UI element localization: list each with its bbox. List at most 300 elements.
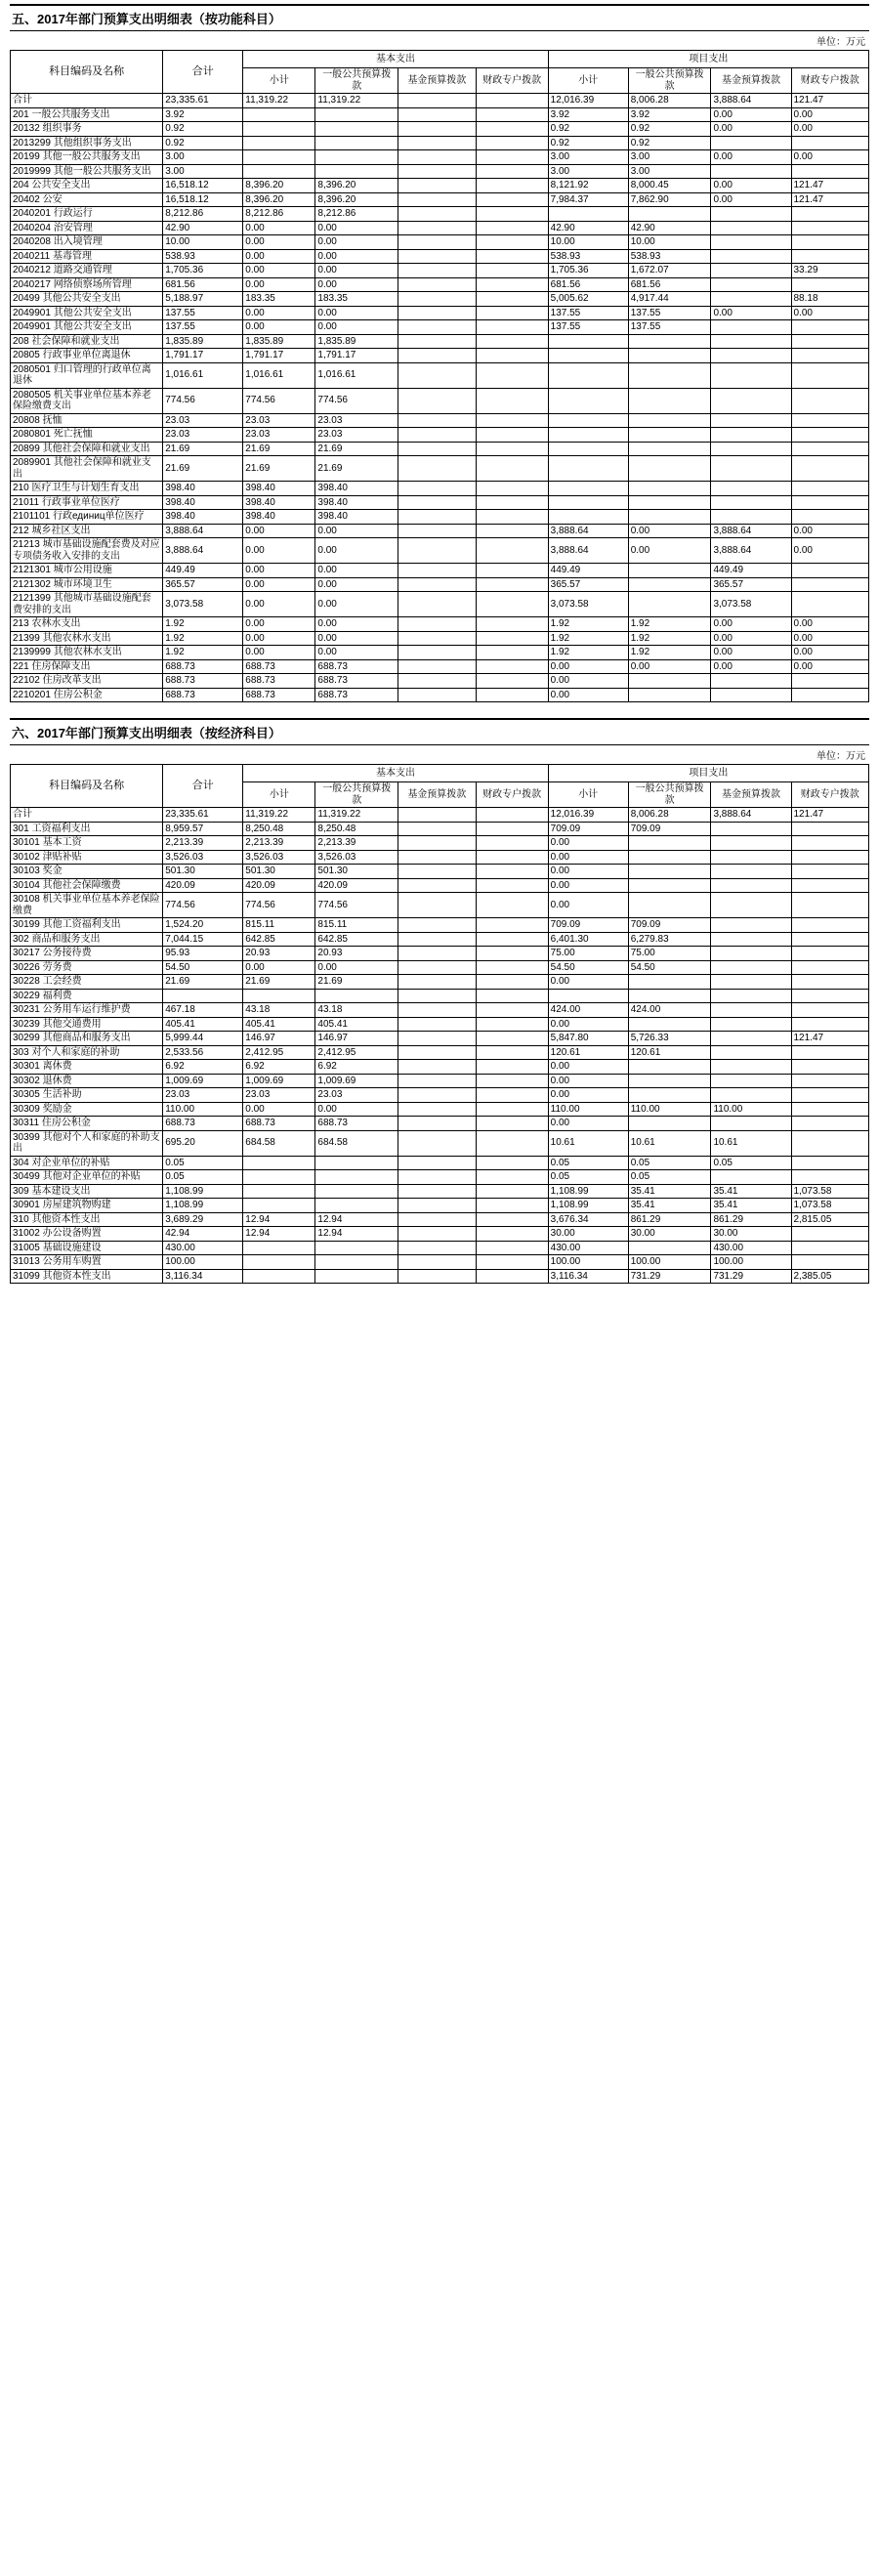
row-subject-name: 210 医疗卫生与计划生育支出 xyxy=(11,482,163,496)
row-subject-name: 31099 其他资本性支出 xyxy=(11,1269,163,1284)
row-value: 0.00 xyxy=(315,235,398,250)
row-value: 1.92 xyxy=(628,617,711,632)
row-value: 23.03 xyxy=(243,1088,315,1103)
row-subject-name: 20402 公安 xyxy=(11,192,163,207)
table-row xyxy=(11,413,869,428)
row-value: 21.69 xyxy=(163,442,243,456)
table-row xyxy=(11,932,869,947)
row-subject-name: 2080505 机关事业单位基本养老保险缴费支出 xyxy=(11,388,163,413)
row-value xyxy=(398,164,476,179)
row-value xyxy=(476,320,548,335)
row-value: 10.00 xyxy=(628,235,711,250)
row-value: 0.00 xyxy=(315,538,398,564)
row-value xyxy=(628,674,711,689)
row-value xyxy=(476,659,548,674)
row-value: 0.00 xyxy=(791,631,869,646)
col-basic-fiscal-account: 财政专户拨款 xyxy=(476,68,548,94)
table-row xyxy=(11,306,869,320)
row-value: 21.69 xyxy=(243,442,315,456)
row-value xyxy=(398,122,476,137)
col-subject-code-name: 科目编码及名称 xyxy=(11,51,163,94)
row-value: 0.00 xyxy=(243,960,315,975)
row-value xyxy=(476,192,548,207)
row-value: 2,213.39 xyxy=(163,836,243,851)
row-value xyxy=(476,674,548,689)
row-value xyxy=(315,1199,398,1213)
row-value: 0.00 xyxy=(243,1102,315,1117)
row-value xyxy=(243,1170,315,1185)
row-value: 3,073.58 xyxy=(548,592,628,617)
row-value: 3,689.29 xyxy=(163,1212,243,1227)
row-value xyxy=(398,249,476,264)
row-value xyxy=(628,1088,711,1103)
table-row xyxy=(11,1255,869,1270)
row-value: 424.00 xyxy=(548,1003,628,1018)
row-value xyxy=(548,495,628,510)
row-value: 8,396.20 xyxy=(243,192,315,207)
row-value xyxy=(628,510,711,525)
row-value: 183.35 xyxy=(243,292,315,307)
row-value xyxy=(711,334,791,349)
table-row xyxy=(11,1156,869,1170)
col2-project-general-public: 一般公共预算拨款 xyxy=(628,782,711,808)
row-value: 774.56 xyxy=(243,388,315,413)
row-value xyxy=(398,292,476,307)
row-value: 0.92 xyxy=(628,136,711,150)
row-value: 0.00 xyxy=(791,150,869,165)
row-value: 0.00 xyxy=(243,320,315,335)
row-value: 54.50 xyxy=(548,960,628,975)
row-value: 405.41 xyxy=(163,1017,243,1032)
row-value xyxy=(398,674,476,689)
row-value xyxy=(711,975,791,990)
table-row xyxy=(11,150,869,165)
row-value: 3.00 xyxy=(548,164,628,179)
row-value xyxy=(711,1045,791,1060)
row-value xyxy=(791,1102,869,1117)
row-value xyxy=(711,688,791,702)
row-subject-name: 30228 工会经费 xyxy=(11,975,163,990)
row-value xyxy=(711,989,791,1003)
row-value xyxy=(315,1269,398,1284)
row-value: 75.00 xyxy=(548,947,628,961)
row-value: 3,888.64 xyxy=(711,538,791,564)
row-value: 688.73 xyxy=(243,688,315,702)
row-value xyxy=(711,442,791,456)
row-value xyxy=(243,1199,315,1213)
row-value: 2,815.05 xyxy=(791,1212,869,1227)
row-value xyxy=(791,249,869,264)
row-value xyxy=(398,510,476,525)
row-value: 1,009.69 xyxy=(243,1074,315,1088)
row-value: 137.55 xyxy=(163,306,243,320)
row-value xyxy=(711,482,791,496)
row-value xyxy=(711,1074,791,1088)
row-value: 3,073.58 xyxy=(163,592,243,617)
table-row xyxy=(11,264,869,278)
row-value xyxy=(628,1017,711,1032)
row-value: 0.00 xyxy=(711,107,791,122)
row-value xyxy=(476,362,548,388)
row-value: 4,917.44 xyxy=(628,292,711,307)
row-value xyxy=(243,1255,315,1270)
row-value xyxy=(791,1088,869,1103)
row-value xyxy=(476,1156,548,1170)
row-value xyxy=(476,221,548,235)
row-value xyxy=(398,1102,476,1117)
row-value: 21.69 xyxy=(315,442,398,456)
row-value: 21.69 xyxy=(315,456,398,482)
row-value: 398.40 xyxy=(163,510,243,525)
row-value: 54.50 xyxy=(163,960,243,975)
row-value: 8,006.28 xyxy=(628,94,711,108)
row-value: 3.00 xyxy=(628,150,711,165)
row-value xyxy=(398,878,476,893)
row-value xyxy=(791,1156,869,1170)
table-row xyxy=(11,1241,869,1255)
row-value: 1,705.36 xyxy=(548,264,628,278)
row-value xyxy=(791,207,869,222)
table-row xyxy=(11,1170,869,1185)
row-value: 538.93 xyxy=(548,249,628,264)
row-value xyxy=(711,456,791,482)
row-value: 0.05 xyxy=(548,1156,628,1170)
row-value xyxy=(628,456,711,482)
row-value xyxy=(398,442,476,456)
row-value: 398.40 xyxy=(315,482,398,496)
row-value xyxy=(791,975,869,990)
row-value: 3.92 xyxy=(548,107,628,122)
row-value xyxy=(628,865,711,879)
table-row xyxy=(11,850,869,865)
row-value xyxy=(476,510,548,525)
row-value xyxy=(315,136,398,150)
row-value: 11,319.22 xyxy=(243,94,315,108)
row-value xyxy=(398,538,476,564)
table-row xyxy=(11,179,869,193)
row-value xyxy=(398,918,476,933)
row-value xyxy=(628,334,711,349)
row-value xyxy=(791,577,869,592)
row-value xyxy=(711,1060,791,1075)
row-value xyxy=(476,277,548,292)
row-value: 815.11 xyxy=(315,918,398,933)
row-value: 684.58 xyxy=(243,1130,315,1156)
row-value: 12.94 xyxy=(243,1227,315,1242)
row-value: 3,888.64 xyxy=(163,538,243,564)
table-row xyxy=(11,631,869,646)
row-value xyxy=(398,192,476,207)
row-value: 23.03 xyxy=(243,428,315,443)
row-value: 0.00 xyxy=(791,659,869,674)
row-value xyxy=(476,564,548,578)
row-value xyxy=(791,893,869,918)
row-subject-name: 301 工资福利支出 xyxy=(11,822,163,836)
row-value xyxy=(476,107,548,122)
row-value xyxy=(398,617,476,632)
table-row xyxy=(11,617,869,632)
table-row xyxy=(11,808,869,823)
table-row xyxy=(11,1003,869,1018)
row-value xyxy=(711,960,791,975)
row-value: 11,319.22 xyxy=(243,808,315,823)
row-subject-name: 20499 其他公共安全支出 xyxy=(11,292,163,307)
col2-basic-fund: 基金预算拨款 xyxy=(398,782,476,808)
row-subject-name: 30104 其他社会保障缴费 xyxy=(11,878,163,893)
col2-project-expenditure: 项目支出 xyxy=(548,765,868,782)
row-value: 3,888.64 xyxy=(163,524,243,538)
row-value: 0.00 xyxy=(243,264,315,278)
row-value: 0.00 xyxy=(628,538,711,564)
table-row xyxy=(11,947,869,961)
table-row xyxy=(11,482,869,496)
row-value xyxy=(398,808,476,823)
row-value: 0.00 xyxy=(315,277,398,292)
row-subject-name: 20199 其他一般公共服务支出 xyxy=(11,150,163,165)
row-value: 0.00 xyxy=(243,646,315,660)
row-value: 42.94 xyxy=(163,1227,243,1242)
row-value xyxy=(315,1184,398,1199)
row-value: 3.00 xyxy=(163,164,243,179)
row-value: 35.41 xyxy=(628,1184,711,1199)
row-value: 1.92 xyxy=(548,631,628,646)
row-value xyxy=(791,1130,869,1156)
row-value: 365.57 xyxy=(163,577,243,592)
row-value: 1,705.36 xyxy=(163,264,243,278)
row-value: 0.00 xyxy=(548,674,628,689)
row-value xyxy=(791,918,869,933)
row-subject-name: 21011 行政事业单位医疗 xyxy=(11,495,163,510)
row-value: 398.40 xyxy=(163,482,243,496)
row-value xyxy=(791,674,869,689)
row-value: 1.92 xyxy=(628,646,711,660)
row-value: 0.92 xyxy=(548,122,628,137)
row-value: 642.85 xyxy=(243,932,315,947)
row-value xyxy=(711,207,791,222)
row-subject-name: 2080801 死亡抚恤 xyxy=(11,428,163,443)
col-basic-general-public: 一般公共预算拨款 xyxy=(315,68,398,94)
row-value: 1,108.99 xyxy=(548,1199,628,1213)
row-value: 467.18 xyxy=(163,1003,243,1018)
row-value: 538.93 xyxy=(163,249,243,264)
row-value xyxy=(398,975,476,990)
row-subject-name: 2089901 其他社会保障和就业支出 xyxy=(11,456,163,482)
row-value: 8,006.28 xyxy=(628,808,711,823)
row-value xyxy=(711,264,791,278)
row-value xyxy=(398,94,476,108)
row-value: 1,108.99 xyxy=(163,1184,243,1199)
row-value: 398.40 xyxy=(243,495,315,510)
row-value xyxy=(476,249,548,264)
row-value xyxy=(548,413,628,428)
row-value: 0.00 xyxy=(791,617,869,632)
row-subject-name: 30309 奖励金 xyxy=(11,1102,163,1117)
row-value: 5,847.80 xyxy=(548,1032,628,1046)
row-subject-name: 310 其他资本性支出 xyxy=(11,1212,163,1227)
row-value xyxy=(791,960,869,975)
row-value xyxy=(398,362,476,388)
row-subject-name: 302 商品和服务支出 xyxy=(11,932,163,947)
row-value: 538.93 xyxy=(628,249,711,264)
row-value: 1,524.20 xyxy=(163,918,243,933)
row-subject-name: 201 一般公共服务支出 xyxy=(11,107,163,122)
row-value: 398.40 xyxy=(163,495,243,510)
row-value xyxy=(398,688,476,702)
row-value: 1.92 xyxy=(628,631,711,646)
table-row xyxy=(11,674,869,689)
row-value xyxy=(398,822,476,836)
row-value xyxy=(476,688,548,702)
row-value xyxy=(548,428,628,443)
row-value xyxy=(398,150,476,165)
row-value xyxy=(476,495,548,510)
table-row xyxy=(11,592,869,617)
row-value xyxy=(476,428,548,443)
row-value: 5,999.44 xyxy=(163,1032,243,1046)
row-value xyxy=(315,1170,398,1185)
row-value xyxy=(476,164,548,179)
row-value xyxy=(398,428,476,443)
row-value: 420.09 xyxy=(243,878,315,893)
table-row xyxy=(11,292,869,307)
row-subject-name: 合计 xyxy=(11,94,163,108)
row-value xyxy=(628,413,711,428)
table-row xyxy=(11,893,869,918)
row-value: 3,116.34 xyxy=(548,1269,628,1284)
row-value xyxy=(791,277,869,292)
row-value: 0.00 xyxy=(791,646,869,660)
row-value xyxy=(398,1088,476,1103)
row-value: 11,319.22 xyxy=(315,808,398,823)
table-row xyxy=(11,1199,869,1213)
table-row xyxy=(11,960,869,975)
row-value: 5,188.97 xyxy=(163,292,243,307)
row-value xyxy=(398,592,476,617)
row-value xyxy=(398,456,476,482)
row-value: 0.00 xyxy=(243,564,315,578)
row-value xyxy=(476,1184,548,1199)
row-value: 16,518.12 xyxy=(163,179,243,193)
row-value: 0.92 xyxy=(548,136,628,150)
row-value: 11,319.22 xyxy=(315,94,398,108)
row-value: 2,533.56 xyxy=(163,1045,243,1060)
row-value xyxy=(398,1241,476,1255)
row-subject-name: 30239 其他交通费用 xyxy=(11,1017,163,1032)
row-value: 0.00 xyxy=(243,306,315,320)
row-value xyxy=(398,1199,476,1213)
row-value: 688.73 xyxy=(243,1117,315,1131)
row-value xyxy=(398,989,476,1003)
col2-project-subtotal: 小计 xyxy=(548,782,628,808)
row-value xyxy=(476,836,548,851)
row-value xyxy=(711,320,791,335)
row-value: 8,396.20 xyxy=(315,192,398,207)
row-subject-name: 30108 机关事业单位基本养老保险缴费 xyxy=(11,893,163,918)
row-subject-name: 30101 基本工资 xyxy=(11,836,163,851)
row-value: 146.97 xyxy=(315,1032,398,1046)
row-value xyxy=(398,1032,476,1046)
row-subject-name: 2040212 道路交通管理 xyxy=(11,264,163,278)
section2-table xyxy=(10,764,869,1284)
row-value xyxy=(791,1227,869,1242)
row-value: 0.00 xyxy=(711,646,791,660)
row-value xyxy=(243,1156,315,1170)
table-row xyxy=(11,989,869,1003)
row-value: 1,835.89 xyxy=(163,334,243,349)
table-row xyxy=(11,1045,869,1060)
row-value xyxy=(548,442,628,456)
row-value: 21.69 xyxy=(243,975,315,990)
row-value: 3.00 xyxy=(628,164,711,179)
row-subject-name: 30301 离休费 xyxy=(11,1060,163,1075)
row-value xyxy=(315,150,398,165)
table-row xyxy=(11,688,869,702)
row-value xyxy=(711,249,791,264)
row-value xyxy=(398,1255,476,1270)
row-value: 2,213.39 xyxy=(243,836,315,851)
row-value xyxy=(628,975,711,990)
row-value: 121.47 xyxy=(791,94,869,108)
row-value: 1,016.61 xyxy=(315,362,398,388)
row-value: 3.92 xyxy=(628,107,711,122)
row-subject-name: 21399 其他农林水支出 xyxy=(11,631,163,646)
row-value: 1,073.58 xyxy=(791,1184,869,1199)
row-value: 688.73 xyxy=(315,1117,398,1131)
row-value: 695.20 xyxy=(163,1130,243,1156)
row-value: 398.40 xyxy=(243,482,315,496)
row-value: 3.00 xyxy=(163,150,243,165)
row-value: 100.00 xyxy=(711,1255,791,1270)
row-value: 3,888.64 xyxy=(711,94,791,108)
row-value xyxy=(791,221,869,235)
table-row xyxy=(11,94,869,108)
row-value: 7,862.90 xyxy=(628,192,711,207)
row-value xyxy=(628,495,711,510)
section1-unit: 单位：万元 xyxy=(816,37,865,48)
row-subject-name: 合计 xyxy=(11,808,163,823)
row-value: 1,009.69 xyxy=(163,1074,243,1088)
row-value: 54.50 xyxy=(628,960,711,975)
row-value xyxy=(476,1074,548,1088)
table-row xyxy=(11,878,869,893)
row-value xyxy=(476,442,548,456)
row-value xyxy=(476,1060,548,1075)
row-value: 0.00 xyxy=(711,306,791,320)
col2-basic-fiscal-account: 财政专户拨款 xyxy=(476,782,548,808)
table-row xyxy=(11,495,869,510)
row-value xyxy=(711,164,791,179)
row-value: 0.00 xyxy=(243,277,315,292)
row-value xyxy=(711,221,791,235)
row-value: 0.00 xyxy=(243,221,315,235)
row-value: 815.11 xyxy=(243,918,315,933)
row-value: 23.03 xyxy=(315,1088,398,1103)
row-value xyxy=(398,277,476,292)
row-value: 0.00 xyxy=(548,659,628,674)
row-subject-name: 2040211 基毒管理 xyxy=(11,249,163,264)
row-value: 0.00 xyxy=(315,577,398,592)
row-value: 8,959.57 xyxy=(163,822,243,836)
col-project-general-public: 一般公共预算拨款 xyxy=(628,68,711,94)
row-value: 121.47 xyxy=(791,192,869,207)
row-subject-name: 30229 福利费 xyxy=(11,989,163,1003)
row-value xyxy=(398,107,476,122)
row-value: 35.41 xyxy=(711,1184,791,1199)
row-subject-name: 204 公共安全支出 xyxy=(11,179,163,193)
row-subject-name: 30103 奖金 xyxy=(11,865,163,879)
col-basic-fund: 基金预算拨款 xyxy=(398,68,476,94)
row-value xyxy=(711,947,791,961)
